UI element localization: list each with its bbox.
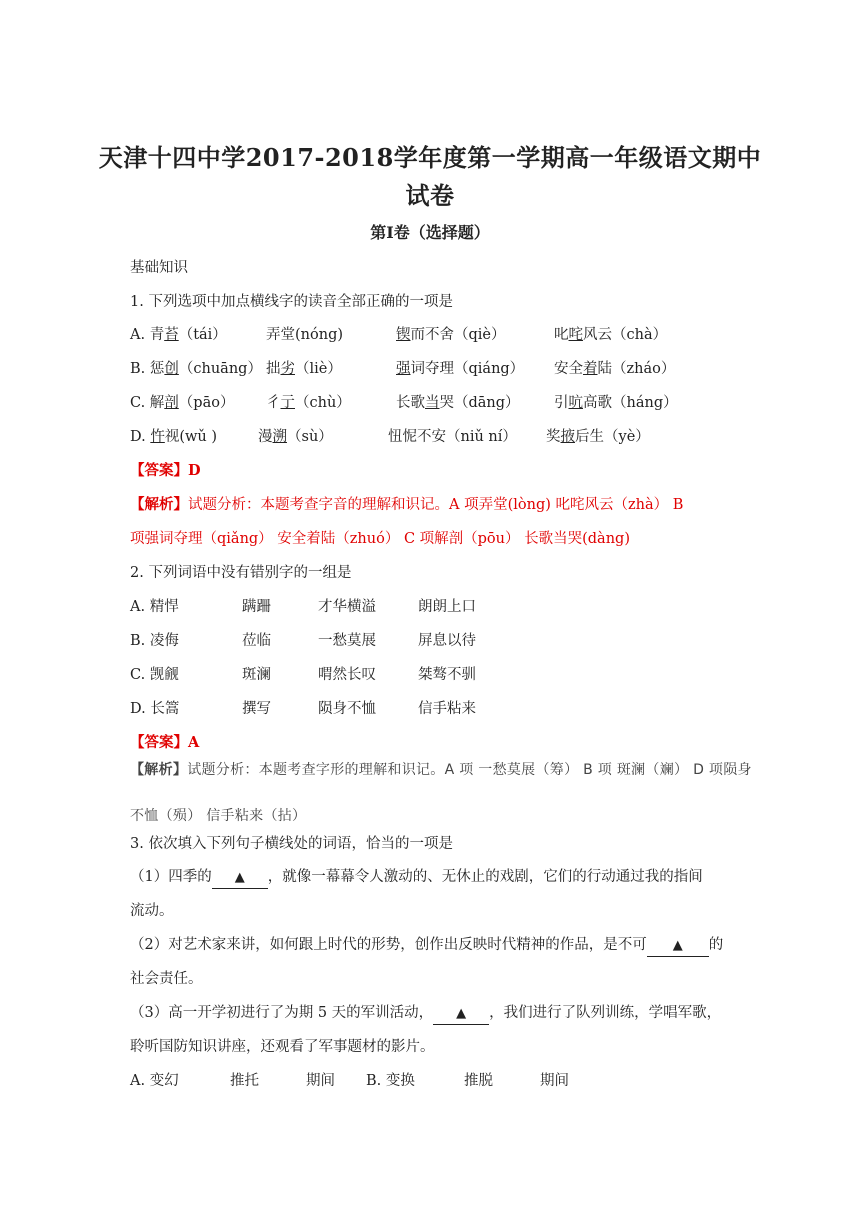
q1-option-c: C. 解剖（pāo） xyxy=(130,395,235,411)
q3-sentence-1: （1）四季的 ▲ ，就像一幕幕令人激动的、无休止的戏剧，它们的行动通过我的指间 xyxy=(130,867,703,889)
q3-a-word2: 推托 xyxy=(230,1073,259,1089)
q2-answer: 【答案】A xyxy=(130,734,200,751)
q3-b-word3: 期间 xyxy=(540,1073,569,1089)
q2-a-word4: 朗朗上口 xyxy=(418,599,476,615)
q3-sentence-2-cont: 社会责任。 xyxy=(130,971,203,987)
q2-b-word2: 莅临 xyxy=(242,633,271,649)
q1-analysis-cont: 项强词夺理（qiǎng） 安全着陆（zhuó） C 项解剖（pōu） 长歌当哭(dàng) xyxy=(130,531,630,547)
q1-option-d: D. 忤视(wǔ ) xyxy=(130,429,218,445)
section-title: 第Ⅰ卷（选择题） xyxy=(370,223,490,242)
q2-stem: 2. 下列词语中没有错别字的一组是 xyxy=(130,565,352,581)
q3-sentence-1-cont: 流动。 xyxy=(130,903,174,919)
q2-d-word4: 信手粘来 xyxy=(418,701,476,717)
q2-option-d: D. 长篙 xyxy=(130,701,180,717)
q1-answer: 【答案】D xyxy=(130,462,201,479)
q3-b-word2: 推脱 xyxy=(464,1073,493,1089)
q1-d-word2: 漫溯（sù） xyxy=(258,429,333,445)
q2-a-word3: 才华横溢 xyxy=(318,599,376,615)
q3-sentence-3: （3）高一开学初进行了为期 5 天的军训活动， ▲ ，我们进行了队列训练，学唱军歌， xyxy=(130,1003,721,1025)
q2-b-word4: 屏息以待 xyxy=(418,633,476,649)
q3-blank-2: ▲ xyxy=(647,936,709,957)
q1-c-word3: 长歌当哭（dāng） xyxy=(396,395,520,411)
q2-d-word3: 陨身不恤 xyxy=(318,701,376,717)
q1-d-word4: 奖掖后生（yè） xyxy=(546,429,650,445)
q2-analysis: 【解析】试题分析：本题考查字形的理解和识记。A 项 一愁莫展（筹） B 项 斑澜（斓） D 项陨身 xyxy=(130,762,752,778)
q2-c-word3: 喟然长叹 xyxy=(318,667,376,683)
q2-c-word4: 桀骜不驯 xyxy=(418,667,476,683)
q3-option-a: A. 变幻 xyxy=(130,1073,179,1089)
q1-a-word4: 叱咤风云（chà） xyxy=(554,327,668,343)
q1-d-word3: 忸怩不安（niǔ ní） xyxy=(388,429,517,445)
q1-analysis: 【解析】试题分析：本题考查字音的理解和识记。A 项弄堂(lòng) 叱咤风云（zhà） B xyxy=(130,496,684,513)
q3-stem: 3. 依次填入下列句子横线处的词语，恰当的一项是 xyxy=(130,836,453,852)
q1-b-word2: 拙劣（liè） xyxy=(266,361,342,377)
q1-stem: 1. 下列选项中加点横线字的读音全部正确的一项是 xyxy=(130,294,453,310)
q1-b-word3: 强词夺理（qiáng） xyxy=(396,361,525,377)
q3-sentence-3-cont: 聆听国防知识讲座，还观看了军事题材的影片。 xyxy=(130,1039,435,1055)
q3-sentence-2: （2）对艺术家来讲，如何跟上时代的形势，创作出反映时代精神的作品，是不可 ▲ 的 xyxy=(130,935,723,957)
q1-a-word2: 弄堂(nóng) xyxy=(266,327,344,343)
q1-option-a: A. 青苔（tái） xyxy=(130,327,227,343)
q3-option-b: B. 变换 xyxy=(366,1073,415,1089)
q3-a-word3: 期间 xyxy=(306,1073,335,1089)
section-label: 基础知识 xyxy=(130,260,188,276)
q2-b-word3: 一愁莫展 xyxy=(318,633,376,649)
q1-c-word2: 彳亍（chù） xyxy=(266,395,351,411)
q2-c-word2: 斑澜 xyxy=(242,667,271,683)
q3-blank-3: ▲ xyxy=(433,1004,489,1025)
q2-d-word2: 撰写 xyxy=(242,701,271,717)
q1-b-word4: 安全着陆（zháo） xyxy=(554,361,676,377)
page-title-cont: 试卷 xyxy=(405,181,455,210)
q1-a-word3: 锲而不舍（qiè） xyxy=(396,327,506,343)
q1-c-word4: 引吭高歌（háng） xyxy=(554,395,678,411)
q2-option-b: B. 凌侮 xyxy=(130,633,179,649)
q1-option-b: B. 惩创（chuāng） xyxy=(130,361,262,377)
q2-option-a: A. 精悍 xyxy=(130,599,179,615)
page-title: 天津十四中学2017-2018学年度第一学期高一年级语文期中 xyxy=(98,143,762,172)
q2-analysis-cont: 不恤（殒） 信手粘来（拈） xyxy=(130,808,307,824)
q2-option-c: C. 觊觎 xyxy=(130,667,179,683)
q3-blank-1: ▲ xyxy=(212,868,268,889)
q2-a-word2: 蹒跚 xyxy=(242,599,271,615)
